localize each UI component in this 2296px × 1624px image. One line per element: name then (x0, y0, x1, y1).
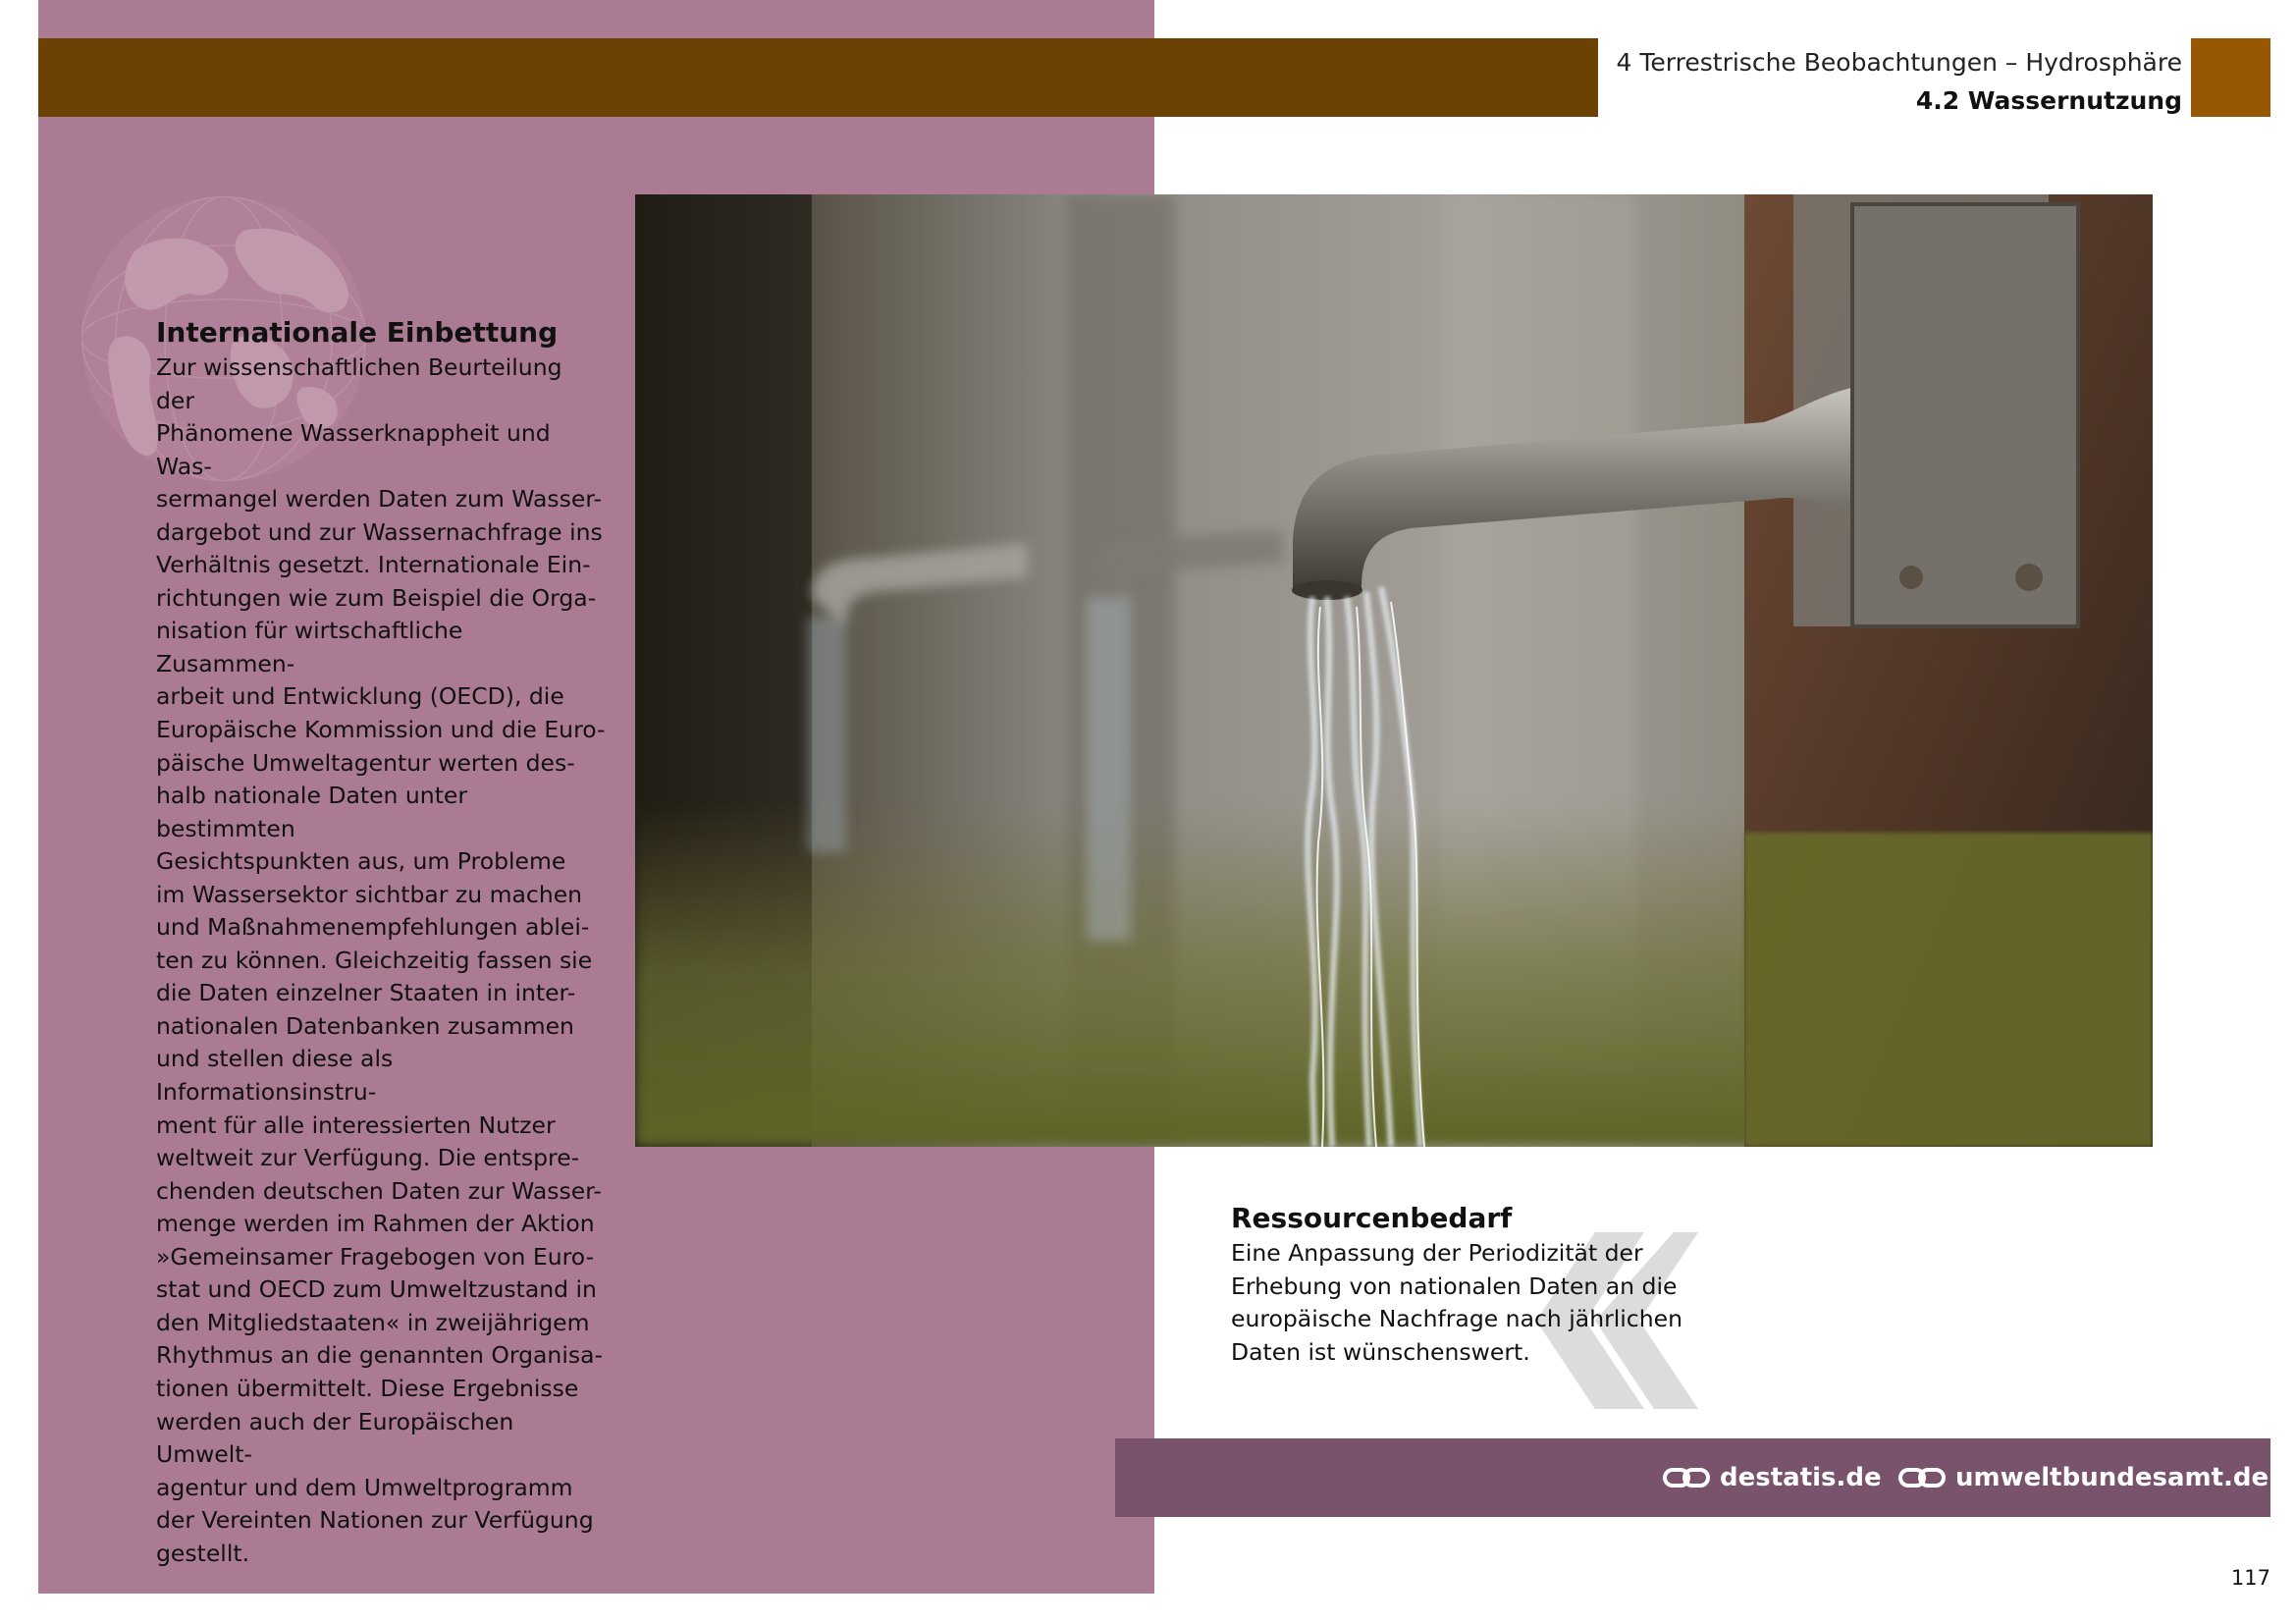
chapter-color-tab (2191, 38, 2270, 117)
chapter-title: 4 Terrestrische Beobachtungen – Hydrosphäre (1616, 48, 2182, 77)
running-header (1617, 43, 2182, 121)
section-heading: Internationale Einbettung (156, 316, 559, 349)
header-bar (38, 38, 1598, 117)
section-body-text: Zur wissenschaftlichen Beurteilung der Phänomene Wasserknappheit und Was- sermangel werden Daten zum Wasser- dargebot und zur Wassernachfrage ins Verhältnis gesetzt. Internationale Ein- richtungen wie zum Beispiel die Orga- nisation für wirtschaftliche Zusammen- arbeit und Entwicklung (OECD), die Europäische Kommission und die Euro- päische Umweltagentur werten des- halb nationale Daten unter bestimmten Gesichtspunkten aus, um Probleme im Wassersektor sichtbar zu machen und Maßnahmenempfehlungen ablei- ten zu können. Gleichzeitig fassen sie die Daten einzelner Staaten in inter- nationalen Datenbanken zusammen und stellen diese als Informationsinstru- ment für alle interessierten Nutzer weltweit zur Verfügung. Die entspre- chenden deutschen Daten zur Wasser- menge werden im Rahmen der Aktion »Gemeinsamer Fragebogen von Euro- stat und OECD zum Umweltzustand in den Mitgliedstaaten« in zweijährigem Rhythmus an die genannten Organisa- tionen übermittelt. Diese Ergebnisse werden auch der Europäischen Umwelt- agentur und dem Umweltprogramm der Vereinten Nationen zur Verfügung gestellt. (156, 353, 606, 1567)
section-heading: Ressourcenbedarf (1231, 1202, 1513, 1234)
resource-demand-section (1231, 1200, 1741, 1369)
footer-link-label: destatis.de (1720, 1463, 1882, 1492)
footer-link-destatis[interactable] (1663, 1438, 1882, 1517)
international-embedding-section (156, 314, 608, 1570)
chain-link-icon (1898, 1467, 1946, 1489)
page-number: 117 (2230, 1566, 2270, 1590)
section-title: 4.2 Wassernutzung (1915, 86, 2182, 115)
footer-link-umweltbundesamt[interactable] (1898, 1438, 2269, 1517)
footer-link-label: umweltbundesamt.de (1955, 1463, 2269, 1492)
water-taps-photo (635, 194, 2153, 1147)
section-body-text: Eine Anpassung der Periodizität der Erhebung von nationalen Daten an die europäische Nachfrage nach jährlichen Daten ist wünschenswert. (1231, 1239, 1682, 1366)
chain-link-icon (1663, 1467, 1710, 1489)
footer-bar (1115, 1438, 2270, 1517)
